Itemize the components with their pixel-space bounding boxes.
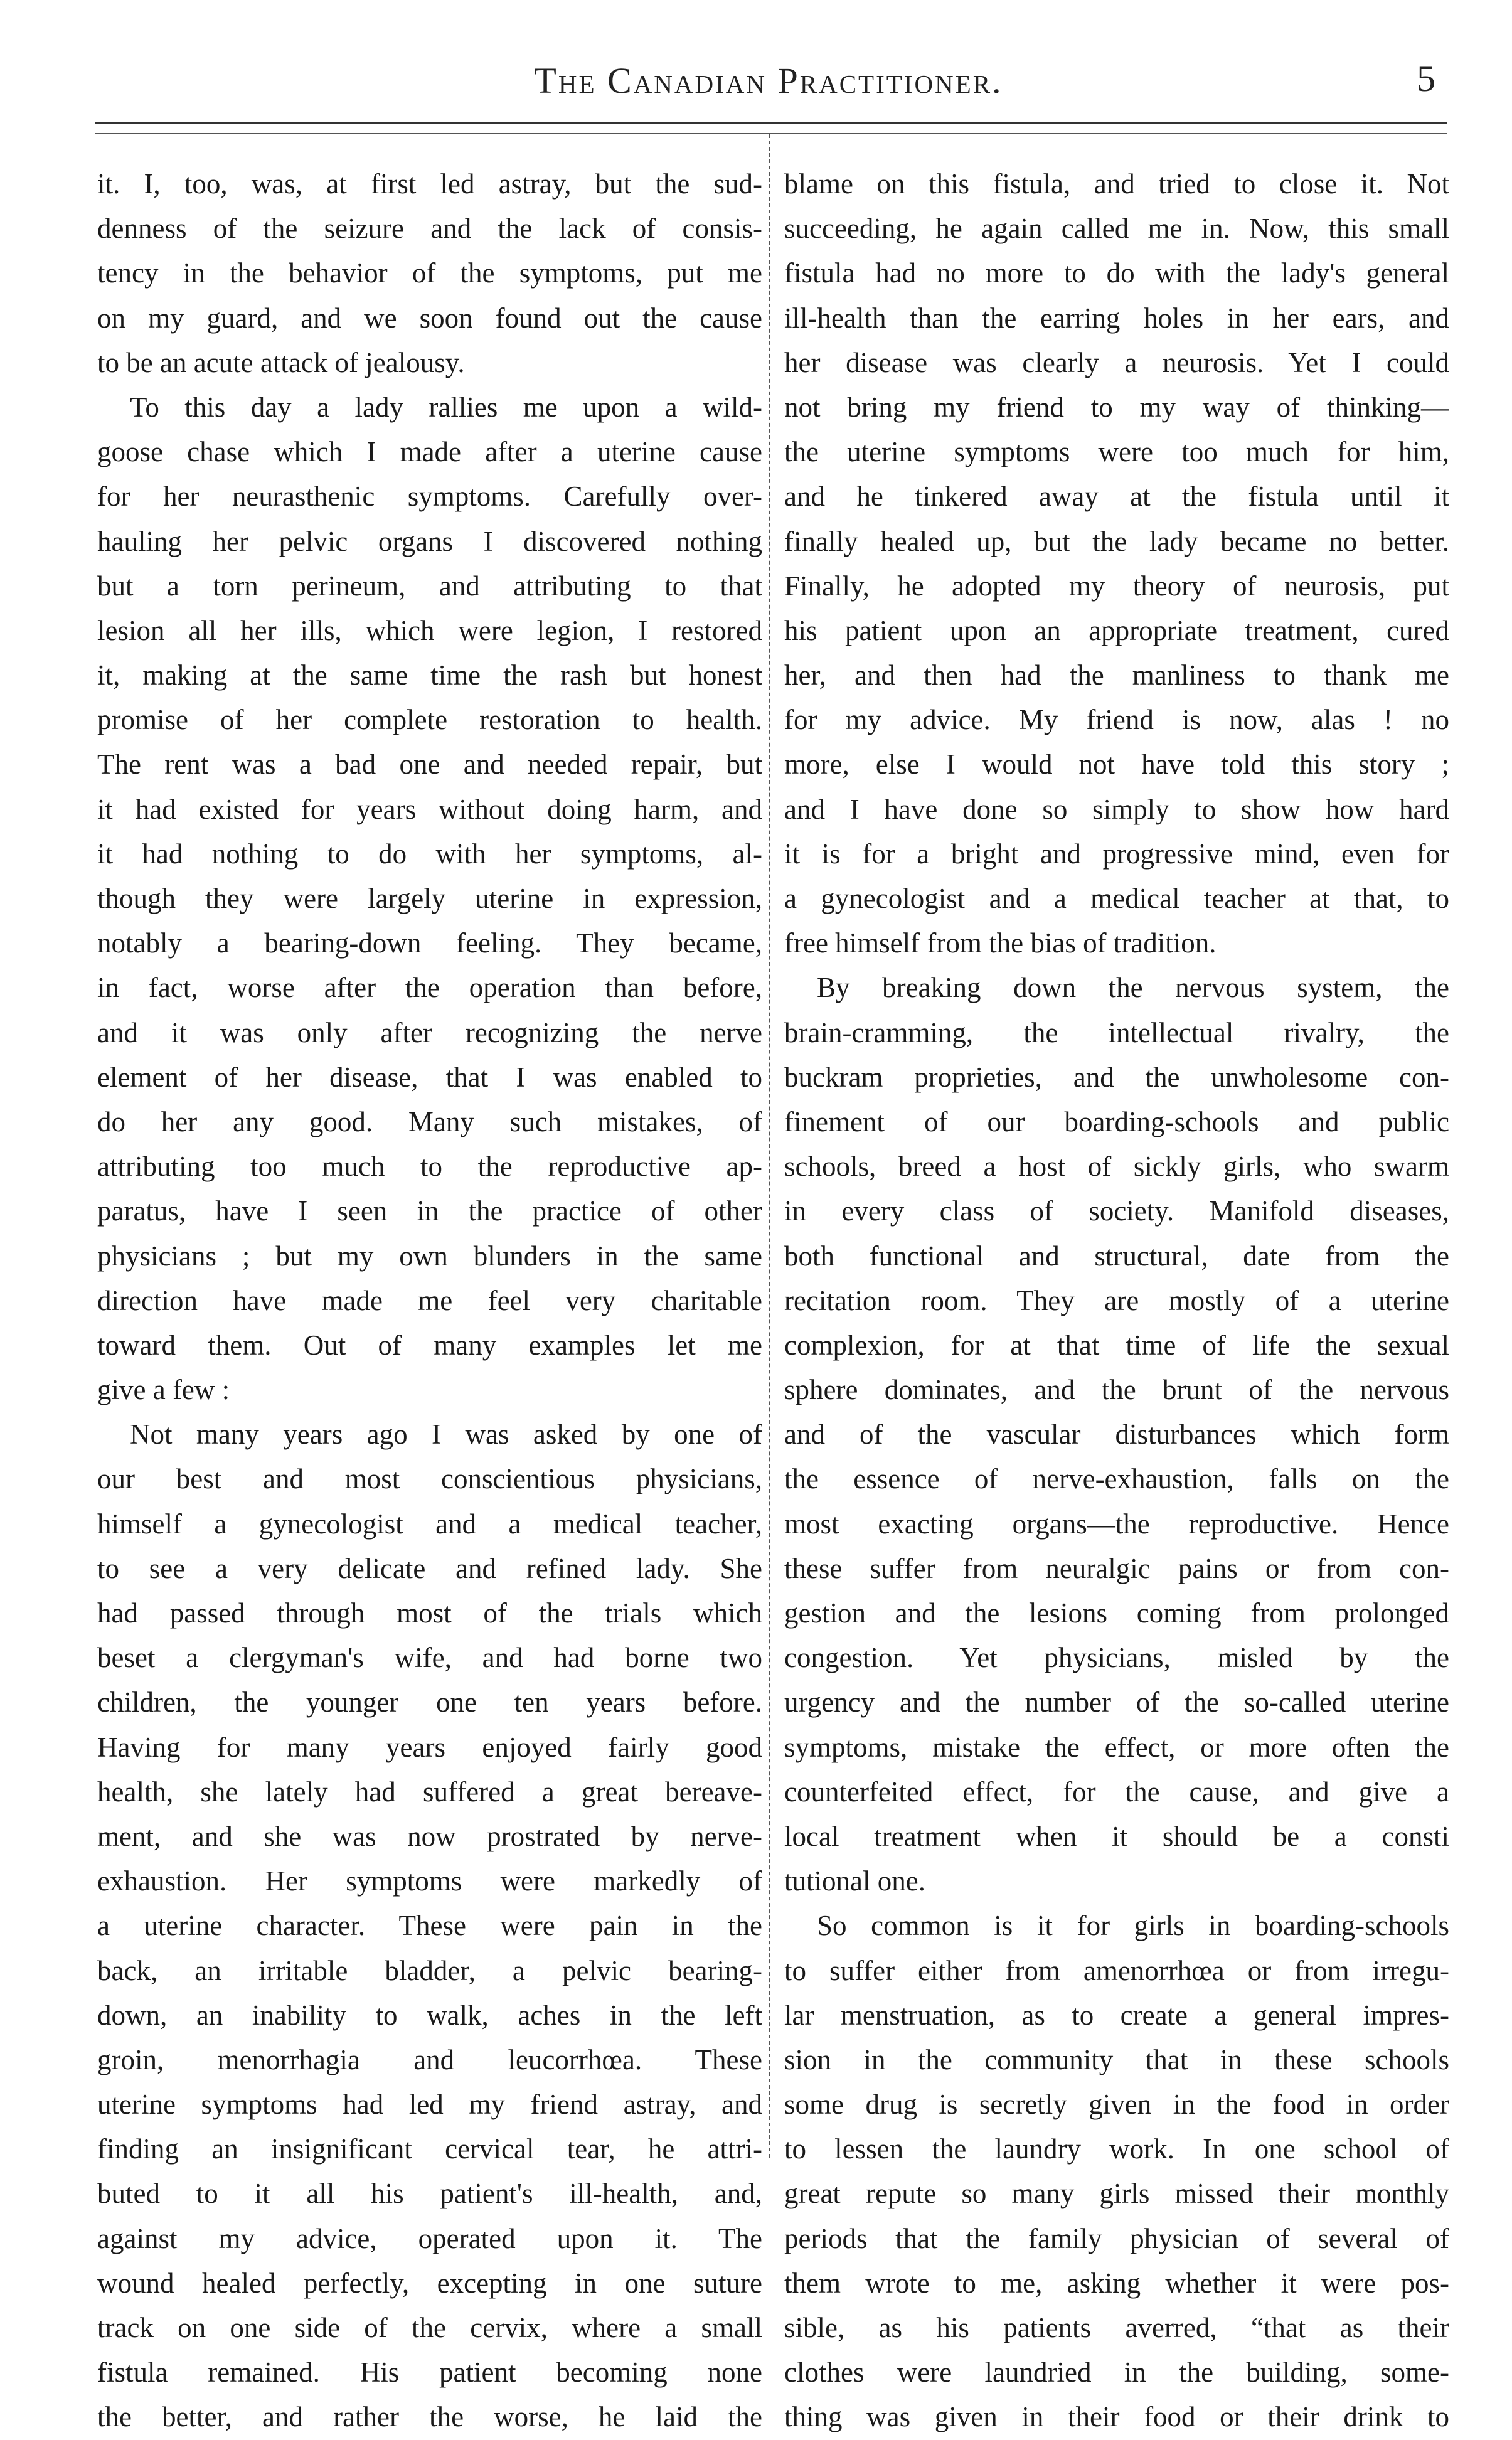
text-line: periods that the family physician of several of [784,2222,1449,2254]
text-line: clothes were laundried in the building, some- [784,2357,1449,2389]
text-line: physicians ; but my own blunders in the same [97,1240,762,1272]
text-line: the uterine symptoms were too much for him, [784,436,1449,468]
text-line: track on one side of the cervix, where a small [97,2312,762,2343]
text-line: complexion, for at that time of life the sexual [784,1329,1449,1361]
running-header [0,60,1512,110]
text-line: great repute so many girls missed their monthly [784,2178,1449,2210]
text-line: buted to it all his patient's ill-health, and, [97,2178,762,2210]
text-line: promise of her complete restoration to health. [97,704,762,736]
text-line: though they were largely uterine in expression, [97,883,762,914]
text-line: sion in the community that in these schools [784,2043,1449,2075]
journal-title: The Canadian Practitioner. [534,60,1003,101]
text-line: free himself from the bias of tradition. [784,927,1217,959]
text-line: but a torn perineum, and attributing to that [97,570,762,602]
text-line: for her neurasthenic symptoms. Carefully over- [97,481,762,513]
text-line: schools, breed a host of sickly girls, who swarm [784,1151,1449,1183]
text-line: on my guard, and we soon found out the cause [97,302,762,334]
text-line: it had nothing to do with her symptoms, al- [97,838,762,870]
text-line: urgency and the number of the so-called uterine [784,1686,1449,1718]
text-line: it is for a bright and progressive mind, even for [784,838,1449,870]
text-line: against my advice, operated upon it. The [97,2222,762,2254]
text-line: sphere dominates, and the brunt of the nervous [784,1374,1449,1406]
text-line: his patient upon an appropriate treatment, cured [784,614,1449,646]
text-line: down, an inability to walk, aches in the left [97,1999,762,2031]
text-line: to see a very delicate and refined lady. She [97,1552,762,1584]
text-line: element of her disease, that I was enabled to [97,1061,762,1093]
text-line: finally healed up, but the lady became no better. [784,525,1449,557]
text-line: succeeding, he again called me in. Now, this small [784,213,1449,245]
text-line: groin, menorrhagia and leucorrhœa. These [97,2043,762,2075]
text-line: blame on this fistula, and tried to close it. Not [784,168,1449,200]
text-line: both functional and structural, date from the [784,1240,1449,1272]
text-line: sible, as his patients averred, “that as their [784,2312,1449,2343]
text-line: uterine symptoms had led my friend astray, and [97,2089,762,2121]
text-line: hauling her pelvic organs I discovered nothing [97,525,762,557]
text-line: not bring my friend to my way of thinking— [784,391,1449,423]
text-line: To this day a lady rallies me upon a wild- [130,391,762,423]
text-line: gestion and the lesions coming from prolonged [784,1597,1449,1629]
text-line: goose chase which I made after a uterine cause [97,436,762,468]
text-line: it, making at the same time the rash but honest [97,659,762,691]
text-line: health, she lately had suffered a great bereave- [97,1776,762,1808]
right-column [784,162,1449,2440]
text-line: thing was given in their food or their drink to [784,2401,1449,2433]
text-line: and it was only after recognizing the nerve [97,1016,762,1048]
text-line: paratus, have I seen in the practice of other [97,1195,762,1227]
text-line: some drug is secretly given in the food in order [784,2089,1449,2121]
text-line: fistula had no more to do with the lady's general [784,257,1449,289]
text-line: fistula remained. His patient becoming none [97,2357,762,2389]
text-line: The rent was a bad one and needed repair, but [97,749,762,780]
text-line: lesion all her ills, which were legion, I restored [97,614,762,646]
text-line: for my advice. My friend is now, alas ! no [784,704,1449,736]
header-rule-bottom [95,133,1447,134]
page-number: 5 [1417,58,1435,99]
text-line: them wrote to me, asking whether it were pos- [784,2267,1449,2299]
text-line: Having for many years enjoyed fairly good [97,1731,762,1763]
text-line: her, and then had the manliness to thank me [784,659,1449,691]
text-line: and I have done so simply to show how hard [784,793,1449,825]
text-line: notably a bearing-down feeling. They became, [97,927,762,959]
text-line: exhaustion. Her symptoms were markedly of [97,1865,762,1897]
text-line: to lessen the laundry work. In one school of [784,2133,1449,2165]
text-line: ment, and she was now prostrated by nerve- [97,1820,762,1852]
text-line: ill-health than the earring holes in her ears, and [784,302,1449,334]
text-line: beset a clergyman's wife, and had borne two [97,1642,762,1674]
text-line: congestion. Yet physicians, misled by the [784,1642,1449,1674]
text-line: tency in the behavior of the symptoms, put me [97,257,762,289]
text-line: and of the vascular disturbances which form [784,1419,1449,1451]
text-line: buckram proprieties, and the unwholesome con- [784,1061,1449,1093]
text-line: attributing too much to the reproductive ap- [97,1151,762,1183]
text-line: Finally, he adopted my theory of neurosis, put [784,570,1449,602]
text-line: a gynecologist and a medical teacher at that, to [784,883,1449,914]
text-line: her disease was clearly a neurosis. Yet I could [784,346,1449,378]
text-line: By breaking down the nervous system, the [817,972,1449,1004]
text-line: finding an insignificant cervical tear, he attri- [97,2133,762,2165]
text-line: Not many years ago I was asked by one of [130,1419,762,1451]
text-line: give a few : [97,1374,230,1406]
column-divider [769,134,770,2158]
text-line: these suffer from neuralgic pains or from con- [784,1552,1449,1584]
text-line: wound healed perfectly, excepting in one suture [97,2267,762,2299]
text-line: a uterine character. These were pain in the [97,1910,762,1942]
text-line: the better, and rather the worse, he laid the [97,2401,762,2433]
text-line: brain-cramming, the intellectual rivalry, the [784,1016,1449,1048]
text-line: the essence of nerve-exhaustion, falls on the [784,1463,1449,1495]
text-line: denness of the seizure and the lack of consis- [97,213,762,245]
text-line: recitation room. They are mostly of a uterine [784,1284,1449,1316]
text-line: our best and most conscientious physicians, [97,1463,762,1495]
left-column [97,162,762,2440]
text-line: most exacting organs—the reproductive. Hence [784,1508,1449,1540]
text-line: direction have made me feel very charitable [97,1284,762,1316]
text-line: himself a gynecologist and a medical teacher, [97,1508,762,1540]
text-line: finement of our boarding-schools and public [784,1105,1449,1137]
text-line: in every class of society. Manifold diseases, [784,1195,1449,1227]
text-line: tutional one. [784,1865,925,1897]
text-line: local treatment when it should be a consti [784,1820,1449,1852]
text-line: children, the younger one ten years before. [97,1686,762,1718]
text-line: counterfeited effect, for the cause, and give a [784,1776,1449,1808]
text-line: do her any good. Many such mistakes, of [97,1105,762,1137]
header-rule-top [95,122,1447,124]
text-line: lar menstruation, as to create a general impres- [784,1999,1449,2031]
text-line: to be an acute attack of jealousy. [97,346,465,378]
text-line: So common is it for girls in boarding-schools [817,1910,1449,1942]
text-line: in fact, worse after the operation than before, [97,972,762,1004]
text-line: and he tinkered away at the fistula until it [784,481,1449,513]
text-line: back, an irritable bladder, a pelvic bearing- [97,1954,762,1986]
text-line: to suffer either from amenorrhœa or from irregu- [784,1954,1449,1986]
text-line: it. I, too, was, at first led astray, but the sud- [97,168,762,200]
text-line: more, else I would not have told this story ; [784,749,1449,780]
text-line: had passed through most of the trials which [97,1597,762,1629]
text-line: toward them. Out of many examples let me [97,1329,762,1361]
text-line: symptoms, mistake the effect, or more often the [784,1731,1449,1763]
text-line: it had existed for years without doing harm, and [97,793,762,825]
